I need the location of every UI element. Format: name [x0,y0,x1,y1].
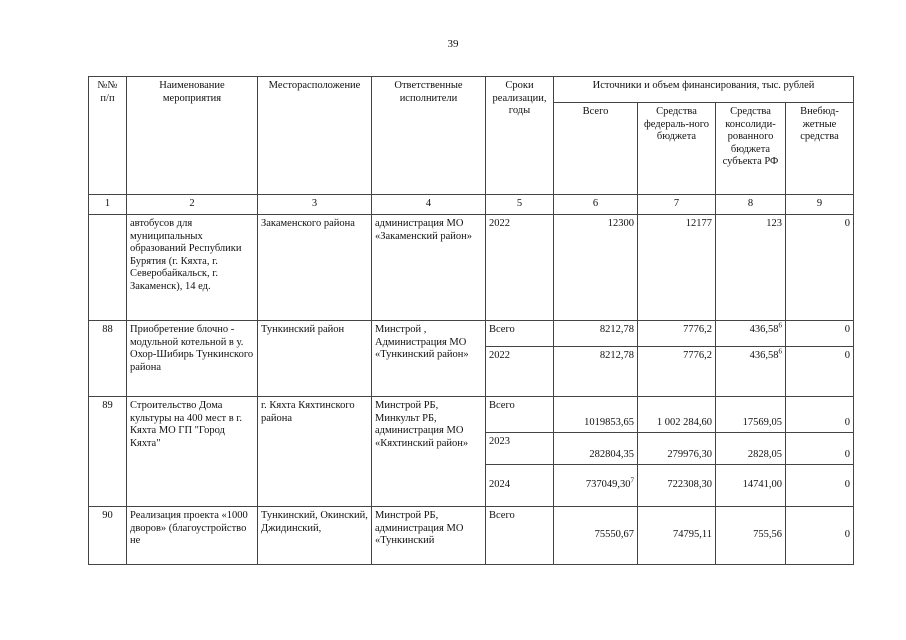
row-federal: 12177 [638,215,716,321]
header-funding: Источники и объем финансирования, тыс. рублей [554,77,854,103]
row-total: 8212,78 [554,321,638,347]
row-extra: 0 [786,465,854,507]
row-location: Тункинский район [258,321,372,397]
col-number: 9 [786,195,854,215]
header-location: Месторасположение [258,77,372,195]
row-responsible: Минстрой РБ, администрация МО «Тункинский [372,507,486,565]
table-row [89,215,854,321]
col-number: 6 [554,195,638,215]
row-year: 2024 [486,465,554,507]
regional-value: 436,58 [749,324,779,335]
row-num: 89 [89,397,127,507]
row-num: 90 [89,507,127,565]
footnote-mark: 6 [778,321,782,330]
row-extra: 0 [786,397,854,433]
row-responsible: Минстрой , Администрация МО «Тункинский район» [372,321,486,397]
row-regional: 2828,05 [716,433,786,465]
row-total: 12300 [554,215,638,321]
row-year: Всего [486,507,554,565]
row-location: г. Кяхта Кяхтинского района [258,397,372,507]
header-regional: Средства консолиди-рованного бюджета субъекта РФ [716,103,786,195]
row-regional: 17569,05 [716,397,786,433]
col-number: 4 [372,195,486,215]
row-federal: 279976,30 [638,433,716,465]
row-regional [716,347,786,397]
total-value: 737049,30 [585,479,631,491]
row-extra: 0 [786,507,854,565]
col-number: 2 [127,195,258,215]
page-number: 39 [447,38,459,50]
regional-value: 436,58 [749,350,779,361]
row-federal: 7776,2 [638,347,716,397]
row-total: 1019853,65 [554,397,638,433]
row-year: 2022 [486,215,554,321]
row-federal: 74795,11 [638,507,716,565]
row-total [554,465,638,507]
row-num: 88 [89,321,127,397]
row-location: Тункинский, Окинский, Джидинский, [258,507,372,565]
row-regional: 14741,00 [716,465,786,507]
row-federal: 7776,2 [638,321,716,347]
table-row [89,321,854,347]
col-number: 3 [258,195,372,215]
row-name: Строительство Дома культуры на 400 мест в г. Кяхта МО ГП "Город Кяхта" [127,397,258,507]
row-total: 8212,78 [554,347,638,397]
col-number: 8 [716,195,786,215]
footnote-mark: 7 [630,476,634,485]
row-regional: 123 [716,215,786,321]
table-row [89,397,854,433]
col-number: 5 [486,195,554,215]
row-extra: 0 [786,215,854,321]
col-number: 1 [89,195,127,215]
header-terms: Сроки реализации, годы [486,77,554,195]
row-year: 2023 [486,433,554,465]
row-responsible: Минстрой РБ, Минкульт РБ, администрация МО «Кяхтинский район» [372,397,486,507]
footnote-mark: 6 [778,347,782,356]
row-num [89,215,127,321]
header-num: №№ п/п [89,77,127,195]
column-numbers-row [89,195,854,215]
col-number: 7 [638,195,716,215]
row-total: 75550,67 [554,507,638,565]
row-name: автобусов для муниципальных образований Республики Бурятия (г. Кяхта, г. Северобайкальск, г. Закаменск), 14 ед. [127,215,258,321]
row-name: Реализация проекта «1000 дворов» (благоустройство не [127,507,258,565]
row-responsible: администрация МО «Закаменский район» [372,215,486,321]
row-year: 2022 [486,347,554,397]
row-name: Приобретение блочно - модульной котельной в у. Охор-Шибирь Тункинского района [127,321,258,397]
row-regional: 755,56 [716,507,786,565]
row-regional [716,321,786,347]
header-total: Всего [554,103,638,195]
header-federal: Средства федераль-ного бюджета [638,103,716,195]
header-name: Наименование мероприятия [127,77,258,195]
header-responsible: Ответственные исполнители [372,77,486,195]
row-extra: 0 [786,433,854,465]
row-extra: 0 [786,321,854,347]
row-location: Закаменского района [258,215,372,321]
row-total: 282804,35 [554,433,638,465]
row-extra: 0 [786,347,854,397]
row-federal: 722308,30 [638,465,716,507]
row-federal: 1 002 284,60 [638,397,716,433]
row-year: Всего [486,397,554,433]
header-extra: Внебюд-жетные средства [786,103,854,195]
financing-table [88,76,854,565]
row-year: Всего [486,321,554,347]
table-row [89,507,854,565]
